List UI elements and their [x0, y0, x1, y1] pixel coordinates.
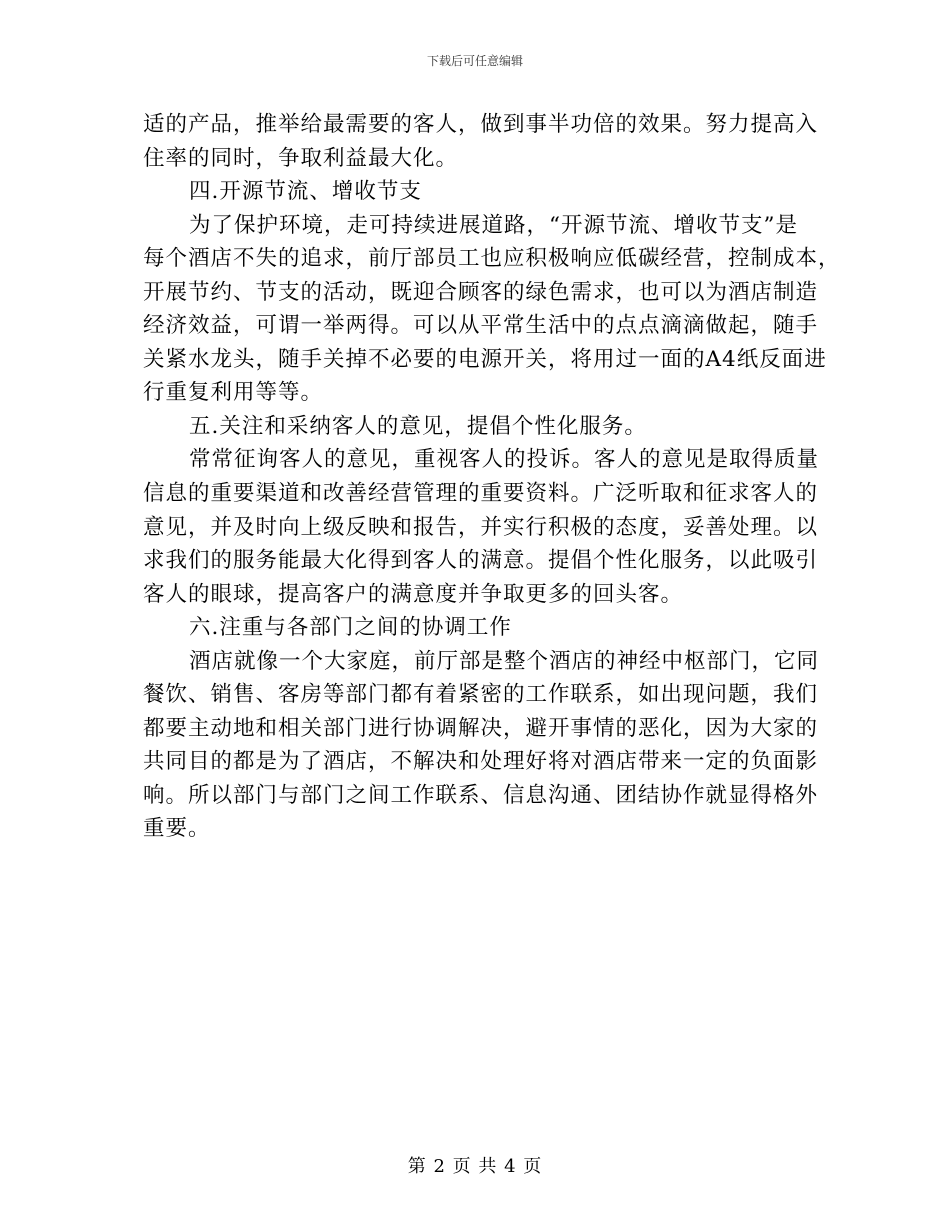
text-line: 住率的同时，争取利益最大化。: [143, 145, 459, 171]
text-line: 关紧水龙头，随手关掉不必要的电源开关，将用过一面的A4纸反面进: [143, 346, 827, 372]
text-line: 常常征询客人的意见，重视客人的投诉。客人的意见是取得质量: [189, 447, 820, 473]
page-number: 第 2 页 共 4 页: [407, 1156, 543, 1177]
text-line: 共同目的都是为了酒店，不解决和处理好将对酒店带来一定的负面影: [143, 749, 819, 775]
text-line: 为了保护环境，走可持续进展道路，“开源节流、增收节支”是: [189, 212, 798, 238]
section-heading: 四.开源节流、增收节支: [189, 179, 422, 205]
text-line: 都要主动地和相关部门进行协调解决，避开事情的恶化，因为大家的: [143, 715, 819, 741]
text-line: 客人的眼球，提高客户的满意度并争取更多的回头客。: [143, 581, 684, 607]
section-heading: 六.注重与各部门之间的协调工作: [189, 615, 512, 641]
page-header: 下载后可任意编辑: [426, 54, 523, 68]
text-line: 经济效益，可谓一举两得。可以从平常生活中的点点滴滴做起，随手: [143, 313, 819, 339]
text-line: 重要。: [143, 816, 211, 842]
section-heading: 五.关注和采纳客人的意见，提倡个性化服务。: [189, 413, 647, 439]
text-line: 信息的重要渠道和改善经营管理的重要资料。广泛听取和征求客人的: [143, 481, 819, 507]
text-line: 每个酒店不失的追求，前厅部员工也应积极响应低碳经营，控制成本，: [143, 246, 841, 272]
document-body: [143, 108, 841, 846]
text-line: 适的产品，推举给最需要的客人，做到事半功倍的效果。努力提高入: [143, 112, 819, 137]
text-line: 意见，并及时向上级反映和报告，并实行积极的态度，妥善处理。以: [143, 514, 819, 540]
text-line: 响。所以部门与部门之间工作联系、信息沟通、团结协作就显得格外: [143, 782, 819, 808]
text-line: 求我们的服务能最大化得到客人的满意。提倡个性化服务，以此吸引: [143, 548, 819, 574]
text-line: 酒店就像一个大家庭，前厅部是整个酒店的神经中枢部门，它同: [189, 648, 820, 674]
text-line: 餐饮、销售、客房等部门都有着紧密的工作联系，如出现问题，我们: [143, 682, 819, 708]
text-line: 开展节约、节支的活动，既迎合顾客的绿色需求，也可以为酒店制造: [143, 279, 819, 305]
text-line: 行重复利用等等。: [143, 380, 324, 406]
